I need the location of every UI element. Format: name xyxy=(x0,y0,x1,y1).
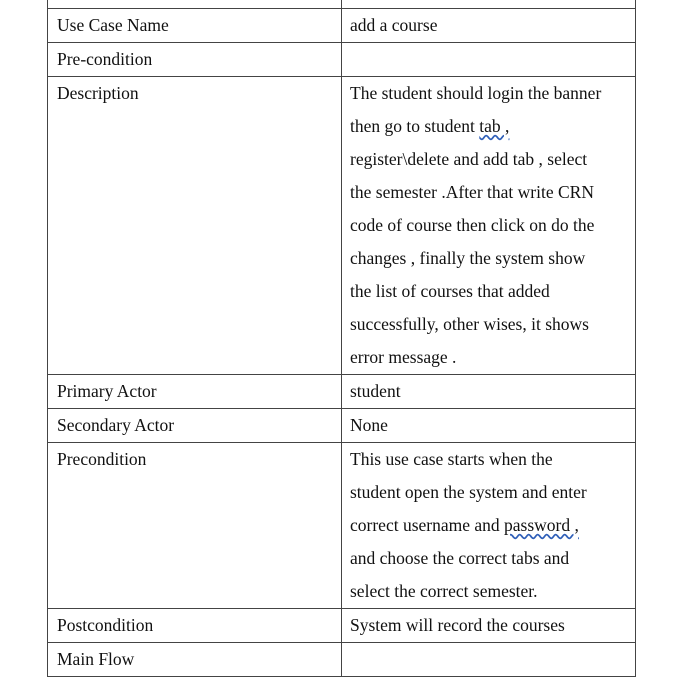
description-line: error message . xyxy=(350,347,457,367)
row-value-precondition xyxy=(342,443,636,609)
row-label: Precondition xyxy=(48,443,342,609)
precondition-line: and choose the correct tabs and xyxy=(350,548,570,568)
description-line: successfully, other wises, it shows xyxy=(350,314,589,334)
row-label: Pre-condition xyxy=(48,43,342,77)
table-row-primary-actor xyxy=(48,375,636,409)
row-label xyxy=(48,0,342,9)
precondition-line: select the correct semester. xyxy=(350,581,538,601)
spelling-underline: password , xyxy=(504,515,579,535)
row-value-description xyxy=(342,77,636,375)
row-value: None xyxy=(342,409,636,443)
row-value: System will record the courses xyxy=(342,609,636,643)
description-line: The student should login the banner xyxy=(350,83,602,103)
row-label: Use Case Name xyxy=(48,9,342,43)
table-row-main-flow xyxy=(48,643,636,677)
precondition-line: student open the system and enter xyxy=(350,482,587,502)
row-label: Secondary Actor xyxy=(48,409,342,443)
table-row-pre-condition xyxy=(48,43,636,77)
use-case-table xyxy=(47,0,636,677)
precondition-line-text: correct username and xyxy=(350,515,500,535)
table-row-use-case-name xyxy=(48,9,636,43)
row-value: student xyxy=(342,375,636,409)
table-row-secondary-actor xyxy=(48,409,636,443)
table-row-precondition xyxy=(48,443,636,609)
description-line xyxy=(350,110,627,143)
table-row xyxy=(48,0,636,9)
row-label: Postcondition xyxy=(48,609,342,643)
description-line: changes , finally the system show xyxy=(350,248,586,268)
spelling-underline: tab , xyxy=(479,116,510,136)
table-row-postcondition xyxy=(48,609,636,643)
row-label: Description xyxy=(48,77,342,375)
description-line: the list of courses that added xyxy=(350,281,550,301)
row-value xyxy=(342,43,636,77)
description-line: register\delete and add tab , select xyxy=(350,149,588,169)
table-row-description xyxy=(48,77,636,375)
precondition-line xyxy=(350,509,627,542)
precondition-line: This use case starts when the xyxy=(350,449,553,469)
description-line: the semester .After that write CRN xyxy=(350,182,594,202)
row-label: Primary Actor xyxy=(48,375,342,409)
row-value xyxy=(342,0,636,9)
description-line-text: then go to student xyxy=(350,116,475,136)
row-label: Main Flow xyxy=(48,643,342,677)
row-value xyxy=(342,643,636,677)
description-line: code of course then click on do the xyxy=(350,215,595,235)
row-value: add a course xyxy=(342,9,636,43)
